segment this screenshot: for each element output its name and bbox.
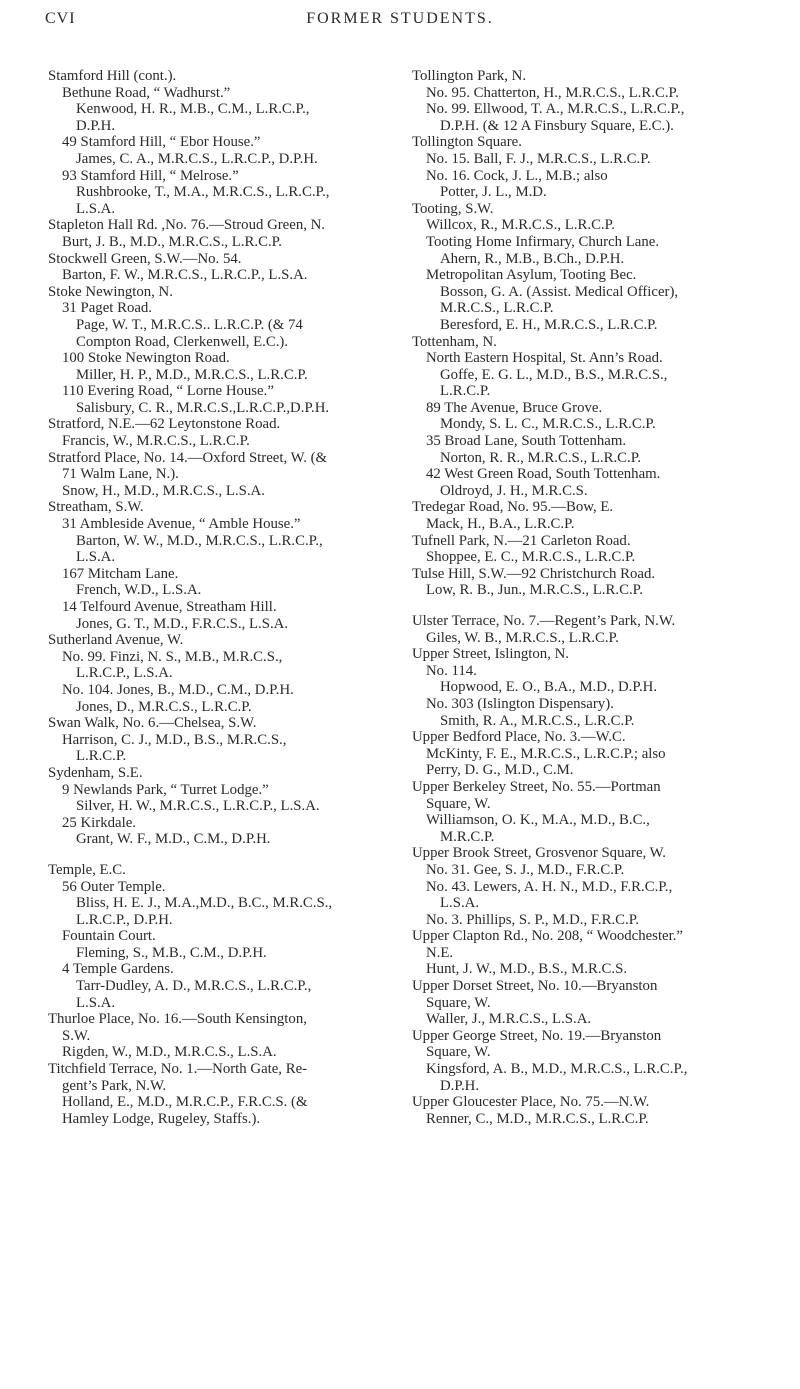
address-heading: Tufnell Park, N.—21 Carleton Road.: [412, 532, 631, 549]
entry-line: Low, R. B., Jun., M.R.C.S., L.R.C.P.: [426, 582, 643, 599]
entry-line: No. 95. Chatterton, H., M.R.C.S., L.R.C.P.: [426, 84, 679, 101]
address-heading: Stockwell Green, S.W.—No. 54.: [48, 250, 242, 267]
entry-continuation: D.P.H.: [440, 1077, 480, 1094]
entry-line: 4 Temple Gardens.: [62, 961, 174, 978]
address-heading: Stoke Newington, N.: [48, 283, 173, 300]
entry-line: Mack, H., B.A., L.R.C.P.: [426, 516, 575, 533]
entry-line: 14 Telfourd Avenue, Streatham Hill.: [62, 599, 277, 615]
entry-continuation: Mondy, S. L. C., M.R.C.S., L.R.C.P.: [440, 416, 656, 433]
entry-line: 89 The Avenue, Bruce Grove.: [426, 399, 603, 416]
entry-line: 49 Stamford Hill, “ Ebor House.”: [62, 134, 261, 151]
entry-line: Waller, J., M.R.C.S., L.S.A.: [426, 1011, 592, 1028]
entry-line: Williamson, O. K., M.A., M.D., B.C.,: [426, 812, 650, 829]
entry-continuation: Miller, H. P., M.D., M.R.C.S., L.R.C.P.: [76, 366, 308, 383]
entry-line: No. 303 (Islington Dispensary).: [426, 695, 614, 712]
address-heading: Tollington Square.: [412, 134, 522, 151]
address-heading: Upper Brook Street, Grosvenor Square, W.: [412, 845, 666, 862]
entry-line: Perry, D. G., M.D., C.M.: [426, 762, 574, 779]
entry-line: Square, W.: [426, 994, 491, 1011]
entry-line: 31 Ambleside Avenue, “ Amble House.”: [62, 516, 301, 533]
entry-line: Snow, H., M.D., M.R.C.S., L.S.A.: [62, 482, 265, 499]
entry-line: North Eastern Hospital, St. Ann’s Road.: [426, 350, 663, 367]
entry-continuation: Silver, H. W., M.R.C.S., L.R.C.P., L.S.A.: [76, 798, 320, 815]
entry-line: Barton, F. W., M.R.C.S., L.R.C.P., L.S.A.: [62, 267, 308, 284]
entry-continuation: James, C. A., M.R.C.S., L.R.C.P., D.P.H.: [76, 150, 318, 167]
entry-line: Willcox, R., M.R.C.S., L.R.C.P.: [426, 217, 615, 234]
entry-line: 25 Kirkdale.: [62, 814, 136, 831]
entry-continuation: L.R.C.P.: [76, 748, 127, 765]
entry-continuation: Potter, J. L., M.D.: [440, 184, 547, 201]
section-gap: [48, 848, 403, 862]
address-heading: Upper Berkeley Street, No. 55.—Portman: [412, 778, 661, 795]
entry-line: Francis, W., M.R.C.S., L.R.C.P.: [62, 433, 250, 450]
entry-line: No. 104. Jones, B., M.D., C.M., D.P.H.: [62, 681, 294, 698]
entry-line: 71 Walm Lane, N.).: [62, 466, 179, 483]
address-heading: Sydenham, S.E.: [48, 764, 143, 781]
entry-line: Square, W.: [426, 1044, 491, 1061]
section-gap: [412, 599, 767, 613]
entry-line: No. 43. Lewers, A. H. N., M.D., F.R.C.P.,: [426, 878, 673, 895]
entry-continuation: M.R.C.P.: [440, 828, 495, 845]
address-heading: Tooting, S.W.: [412, 200, 494, 217]
entry-line: Fountain Court.: [62, 928, 156, 945]
entry-continuation: L.R.C.P.: [440, 383, 491, 400]
entry-continuation: Grant, W. F., M.D., C.M., D.P.H.: [76, 831, 271, 848]
address-heading: Streatham, S.W.: [48, 499, 144, 516]
address-heading: Upper Street, Islington, N.: [412, 646, 569, 663]
entry-line: McKinty, F. E., M.R.C.S., L.R.C.P.; also: [426, 745, 666, 762]
address-heading: Stratford, N.E.—62 Leytonstone Road.: [48, 416, 281, 433]
entry-continuation: L.S.A.: [440, 895, 480, 912]
entry-line: Metropolitan Asylum, Tooting Bec.: [426, 267, 637, 284]
entry-continuation: Salisbury, C. R., M.R.C.S.,L.R.C.P.,D.P.H.: [76, 399, 330, 416]
entry-line: No. 15. Ball, F. J., M.R.C.S., L.R.C.P.: [426, 150, 651, 167]
page-header: [0, 10, 800, 34]
entry-continuation: Compton Road, Clerkenwell, E.C.).: [76, 333, 289, 350]
entry-continuation: Jones, G. T., M.D., F.R.C.S., L.S.A.: [76, 615, 289, 632]
entry-line: 110 Evering Road, “ Lorne House.”: [62, 383, 274, 400]
entry-continuation: Norton, R. R., M.R.C.S., L.R.C.P.: [440, 449, 642, 466]
address-heading: Upper George Street, No. 19.—Bryanston: [412, 1027, 662, 1044]
address-heading: Tredegar Road, No. 95.—Bow, E.: [412, 499, 614, 516]
address-heading: Upper Clapton Rd., No. 208, “ Woodchester.”: [412, 928, 683, 945]
entry-line: Harrison, C. J., M.D., B.S., M.R.C.S.,: [62, 731, 287, 748]
page-number: CVI: [45, 10, 76, 27]
entry-continuation: Barton, W. W., M.D., M.R.C.S., L.R.C.P.,: [76, 532, 323, 549]
entry-line: Shoppee, E. C., M.R.C.S., L.R.C.P.: [426, 549, 636, 566]
entry-continuation: D.P.H.: [76, 117, 116, 134]
entry-line: Hamley Lodge, Rugeley, Staffs.).: [62, 1110, 261, 1127]
entry-line: Holland, E., M.D., M.R.C.P., F.R.C.S. (&: [62, 1094, 308, 1111]
left-column: [48, 68, 403, 1127]
entry-line: 31 Paget Road.: [62, 300, 153, 317]
entry-line: No. 16. Cock, J. L., M.B.; also: [426, 167, 608, 184]
entry-line: Rigden, W., M.D., M.R.C.S., L.S.A.: [62, 1044, 277, 1061]
entry-continuation: Kenwood, H. R., M.B., C.M., L.R.C.P.,: [76, 101, 310, 118]
entry-line: S.W.: [62, 1027, 91, 1044]
entry-continuation: L.R.C.P., L.S.A.: [76, 665, 173, 682]
address-heading: Thurloe Place, No. 16.—South Kensington,: [48, 1011, 307, 1028]
entry-line: No. 3. Phillips, S. P., M.D., F.R.C.P.: [426, 911, 640, 928]
entry-line: 56 Outer Temple.: [62, 878, 166, 895]
entry-line: Hunt, J. W., M.D., B.S., M.R.C.S.: [426, 961, 628, 978]
entry-line: 9 Newlands Park, “ Turret Lodge.”: [62, 781, 269, 798]
address-heading: Upper Dorset Street, No. 10.—Bryanston: [412, 978, 658, 995]
entry-continuation: Bliss, H. E. J., M.A.,M.D., B.C., M.R.C.S.,: [76, 895, 333, 912]
address-heading: Ulster Terrace, No. 7.—Regent’s Park, N.W.: [412, 613, 676, 629]
entry-continuation: Page, W. T., M.R.C.S.. L.R.C.P. (& 74: [76, 316, 303, 333]
entry-continuation: Tarr-Dudley, A. D., M.R.C.S., L.R.C.P.,: [76, 978, 312, 995]
entry-line: No. 114.: [426, 662, 477, 679]
entry-line: Kingsford, A. B., M.D., M.R.C.S., L.R.C.P.,: [426, 1061, 688, 1078]
entry-line: Tooting Home Infirmary, Church Lane.: [426, 233, 660, 250]
address-heading: Temple, E.C.: [48, 861, 126, 878]
address-heading: Stratford Place, No. 14.—Oxford Street, W. (&: [48, 449, 328, 466]
address-heading: Tollington Park, N.: [412, 68, 527, 84]
entry-line: 35 Broad Lane, South Tottenham.: [426, 433, 627, 450]
address-heading: Stamford Hill (cont.).: [48, 68, 177, 84]
entry-continuation: L.R.C.P., D.P.H.: [76, 911, 173, 928]
entry-continuation: Beresford, E. H., M.R.C.S., L.R.C.P.: [440, 316, 658, 333]
entry-line: 93 Stamford Hill, “ Melrose.”: [62, 167, 239, 184]
entry-continuation: L.S.A.: [76, 549, 116, 566]
entry-line: No. 99. Finzi, N. S., M.B., M.R.C.S.,: [62, 648, 283, 665]
address-heading: Tulse Hill, S.W.—92 Christchurch Road.: [412, 565, 656, 582]
entry-continuation: D.P.H. (& 12 A Finsbury Square, E.C.).: [440, 117, 674, 134]
entry-continuation: Rushbrooke, T., M.A., M.R.C.S., L.R.C.P.,: [76, 184, 330, 201]
entry-line: Renner, C., M.D., M.R.C.S., L.R.C.P.: [426, 1110, 649, 1127]
entry-line: Burt, J. B., M.D., M.R.C.S., L.R.C.P.: [62, 233, 282, 250]
right-column: [412, 68, 767, 1127]
address-heading: Upper Gloucester Place, No. 75.—N.W.: [412, 1094, 650, 1111]
entry-continuation: Goffe, E. G. L., M.D., B.S., M.R.C.S.,: [440, 366, 668, 383]
address-heading: Upper Bedford Place, No. 3.—W.C.: [412, 729, 626, 746]
entry-continuation: Jones, D., M.R.C.S., L.R.C.P.: [76, 698, 252, 715]
entry-line: No. 31. Gee, S. J., M.D., F.R.C.P.: [426, 861, 625, 878]
entry-continuation: L.S.A.: [76, 200, 116, 217]
running-title: FORMER STUDENTS.: [306, 10, 494, 27]
entry-line: gent’s Park, N.W.: [62, 1077, 167, 1094]
address-heading: Stapleton Hall Rd. ,No. 76.—Stroud Green, N.: [48, 217, 326, 234]
entry-continuation: M.R.C.S., L.R.C.P.: [440, 300, 554, 317]
entry-line: 100 Stoke Newington Road.: [62, 350, 230, 367]
entry-line: 167 Mitcham Lane.: [62, 565, 179, 582]
entry-continuation: French, W.D., L.S.A.: [76, 582, 202, 599]
entry-continuation: Bosson, G. A. (Assist. Medical Officer),: [440, 283, 679, 300]
entry-continuation: Oldroyd, J. H., M.R.C.S.: [440, 482, 588, 499]
entry-line: Square, W.: [426, 795, 491, 812]
address-heading: Sutherland Avenue, W.: [48, 632, 184, 649]
entry-continuation: Hopwood, E. O., B.A., M.D., D.P.H.: [440, 679, 658, 696]
entry-continuation: Ahern, R., M.B., B.Ch., D.P.H.: [440, 250, 625, 267]
entry-line: N.E.: [426, 944, 454, 961]
address-heading: Swan Walk, No. 6.—Chelsea, S.W.: [48, 715, 257, 732]
entry-line: Giles, W. B., M.R.C.S., L.R.C.P.: [426, 629, 619, 646]
entry-continuation: L.S.A.: [76, 994, 116, 1011]
entry-line: No. 99. Ellwood, T. A., M.R.C.S., L.R.C.P.,: [426, 101, 685, 118]
entry-continuation: Fleming, S., M.B., C.M., D.P.H.: [76, 944, 267, 961]
address-heading: Titchfield Terrace, No. 1.—North Gate, Re-: [48, 1061, 308, 1078]
entry-line: Bethune Road, “ Wadhurst.”: [62, 84, 231, 101]
entry-line: 42 West Green Road, South Tottenham.: [426, 466, 661, 483]
entry-continuation: Smith, R. A., M.R.C.S., L.R.C.P.: [440, 712, 635, 729]
address-heading: Tottenham, N.: [412, 333, 497, 350]
